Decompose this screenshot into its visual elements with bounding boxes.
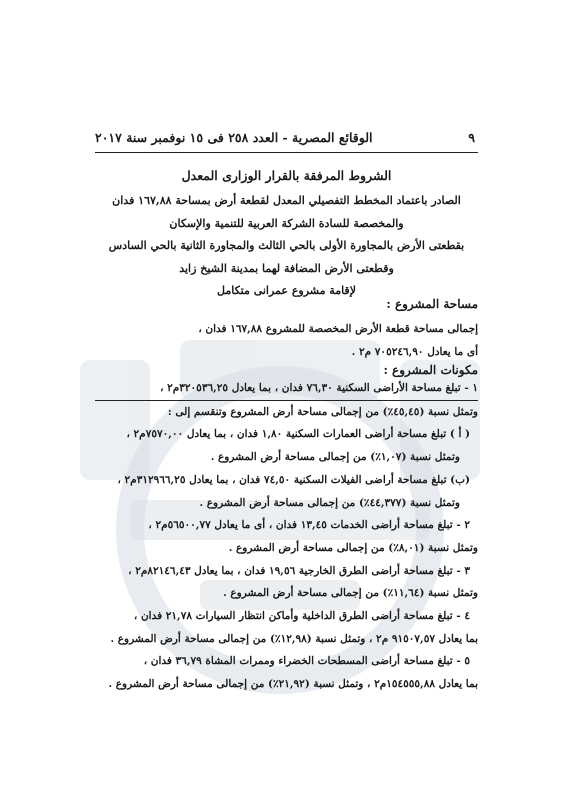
area-line: إجمالى مساحة قطعة الأرض المخصصة للمشروع ١٦٧,٨٨ فدان ، <box>198 323 478 335</box>
page-number: ٩ <box>468 130 475 145</box>
component-line: (ب) تبلغ مساحة أراضى الفيلات السكنية ٧٤,٥٠ فدان ، بما يعادل ٣١٢٩٦٦,٢٥م٢ ، <box>117 473 470 486</box>
intro-line: والمخصصة للسادة الشركة العربية للتنمية والإسكان <box>169 216 404 230</box>
intro-line: وقطعتى الأرض المضافة لهما بمدينة الشيخ زايد <box>179 261 394 275</box>
component-line: ( أ ) تبلغ مساحة أراضى العمارات السكنية ١,٨٠ فدان ، بما يعادل ٧٥٧٠,٠٠م٢ ، <box>126 428 470 441</box>
area-heading: مساحة المشروع : <box>386 297 478 311</box>
component-line: وتمثل نسبة (١,٠٧٪) من إجمالى مساحة أرض المشروع . <box>210 451 460 464</box>
intro-line: لإقامة مشروع عمرانى متكامل <box>217 284 356 298</box>
component-line: بما يعادل ٩١٥٠٧,٥٧ م٢ ، وتمثل نسبة (١٢,٩٨٪) من إجمالى مساحة أرض المشروع . <box>110 632 478 645</box>
header-divider <box>95 152 478 153</box>
component-line: ٥ - تبلغ مساحة أراضى المسطحات الخضراء وممرات المشاة ٣٦,٧٩ فدان ، <box>143 655 470 668</box>
components-text <box>95 377 478 696</box>
page-header <box>95 130 475 145</box>
publication-line: الوقائع المصرية - العدد ٢٥٨ فى ١٥ نوفمبر سنة ٢٠١٧ <box>95 130 373 145</box>
component-line: ٢ - تبلغ مساحة أراضى الخدمات ١٣,٤٥ فدان ، أى ما يعادل ٥٦٥٠٠,٧٧م٢ ، <box>148 519 470 532</box>
component-line: ٤ - تبلغ مساحة أراضى الطرق الداخلية وأماكن انتظار السيارات ٢١,٧٨ فدان ، <box>133 610 470 623</box>
intro-line: الصادر باعتماد المخطط التفصيلي المعدل لقطعة أرض بمساحة ١٦٧,٨٨ فدان <box>112 194 461 207</box>
intro-line: بقطعتى الأرض بالمجاورة الأولى بالحي الثالث والمجاورة الثانية بالحي السادس <box>108 239 465 253</box>
component-line: وتمثل نسبة (١١,٦٤٪) من إجمالى مساحة أرض المشروع . <box>223 587 478 600</box>
intro-block <box>95 190 478 303</box>
components-heading: مكونات المشروع : <box>383 363 478 377</box>
component-line: وتمثل نسبة (٤٤,٣٧٧٪) من إجمالى مساحة أرض المشروع . <box>199 496 460 509</box>
component-line: وتمثل نسبة (٨,٠١٪) من إجمالى مساحة أرض المشروع . <box>228 541 478 554</box>
component-line: ٣ - تبلغ مساحة أراضى الطرق الخارجية ١٩,٥٦ فدان ، بما يعادل ٨٢١٤٦,٤٣م٢ ، <box>128 564 470 577</box>
document-title: الشروط المرفقة بالقرار الوزارى المعدل <box>181 168 392 183</box>
component-line: ١ - تبلغ مساحة الأراضى السكنية ٧٦,٣٠ فدان ، بما يعادل ٣٢٠٥٣٦,٢٥م٢ ، <box>95 377 478 401</box>
component-line: بما يعادل ١٥٤٥٥٥,٨٨م٢ ، وتمثل نسبة (٢١,٩٢٪) من إجمالى مساحة أرض المشروع . <box>108 678 478 691</box>
area-line: أى ما يعادل ٧٠٥٢٤٦,٩٠ م٢ . <box>351 345 478 358</box>
component-line: وتمثل نسبة (٤٥,٤٥٪) من إجمالى مساحة أرض المشروع وتنقسم إلى : <box>167 405 478 418</box>
area-text <box>95 318 478 363</box>
